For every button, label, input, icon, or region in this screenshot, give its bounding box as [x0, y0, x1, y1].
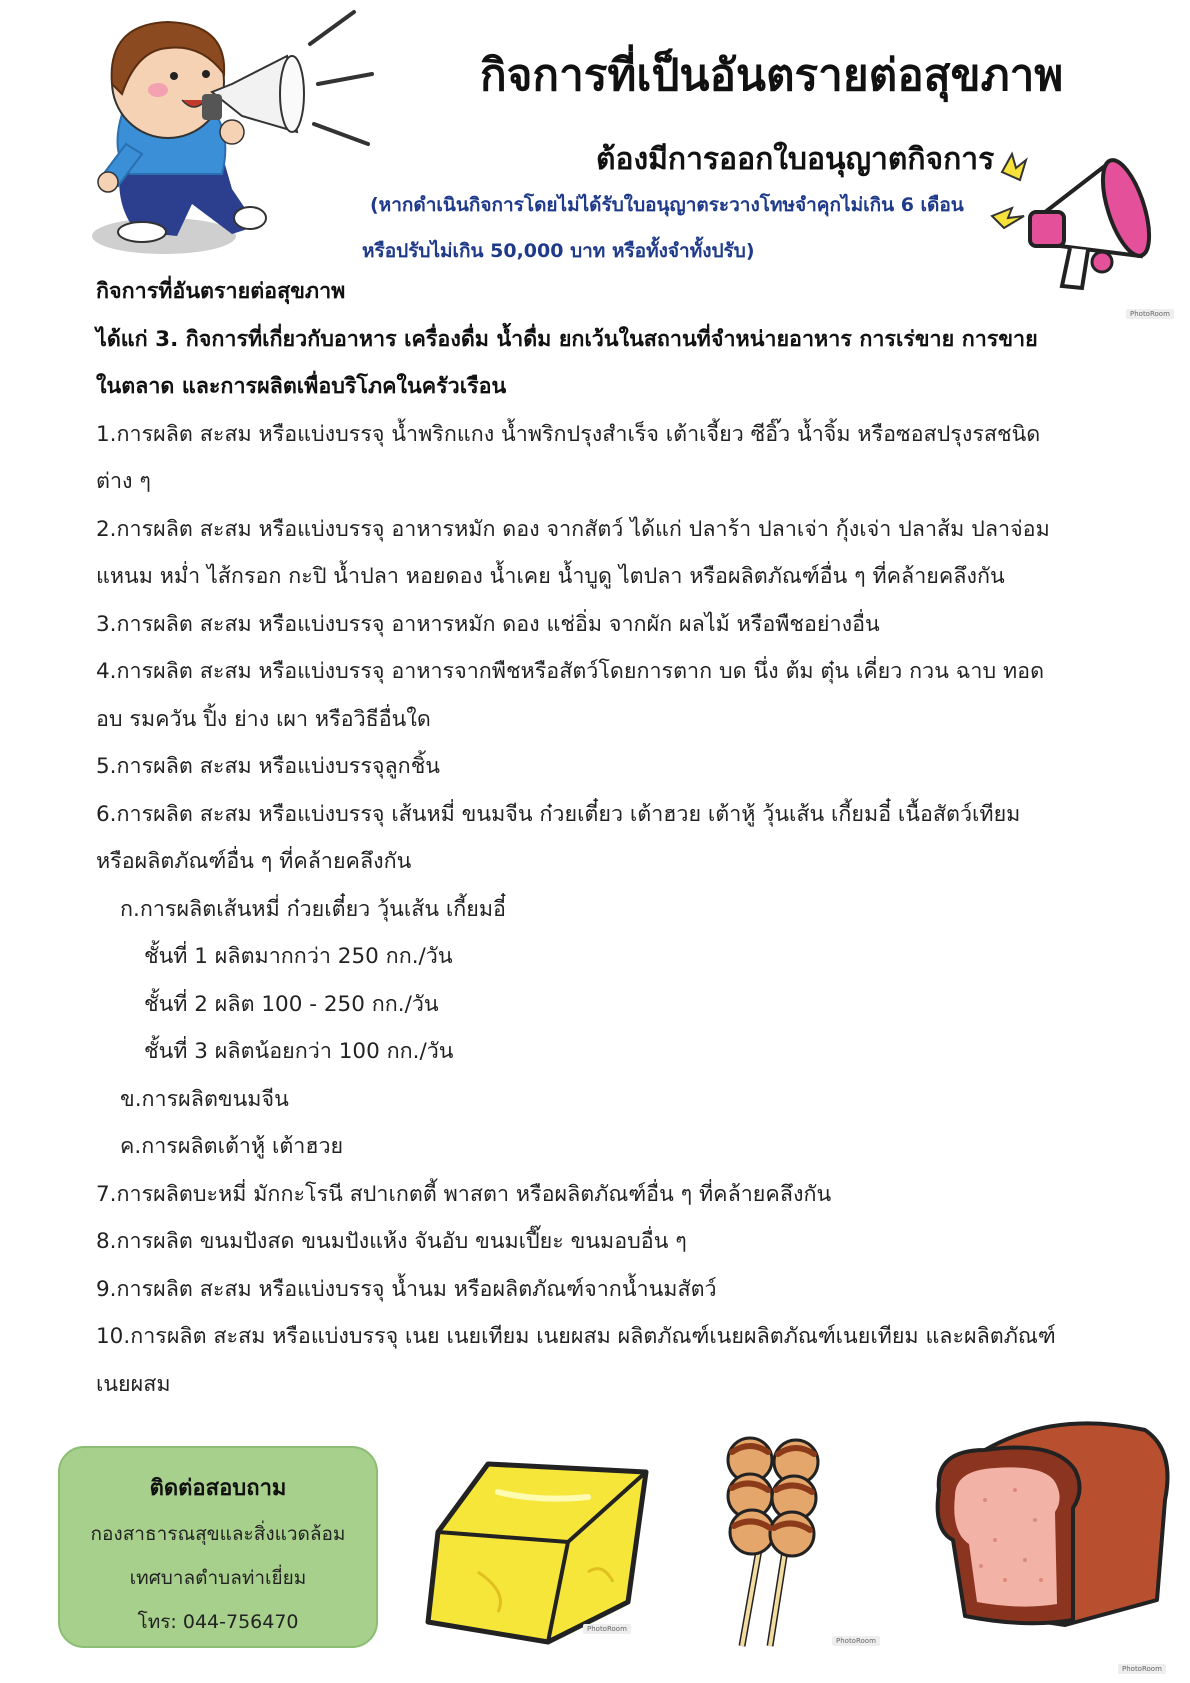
bread-illustration: [925, 1420, 1175, 1632]
penalty-note-line-1: (หากดำเนินกิจการโดยไม่ได้รับใบอนุญาตระวางโทษจำคุกไม่เกิน 6 เดือน: [370, 194, 964, 216]
list-item: หรือผลิตภัณฑ์อื่น ๆ ที่คล้ายคลึงกัน: [96, 849, 412, 874]
list-item: อบ รมควัน ปิ้ง ย่าง เผา หรือวิธีอื่นใด: [96, 706, 431, 732]
list-item: ต่าง ๆ: [96, 469, 151, 494]
list-item: 3.การผลิต สะสม หรือแบ่งบรรจุ อาหารหมัก ดอง แช่อิ่ม จากผัก ผลไม้ หรือพืชอย่างอื่น: [96, 611, 880, 637]
tier-item: ชั้นที่ 3 ผลิตน้อยกว่า 100 กก./วัน: [144, 1039, 454, 1064]
contact-heading: ติดต่อสอบถาม: [149, 1476, 287, 1501]
boy-megaphone-illustration: [82, 4, 382, 266]
contact-phone: โทร: 044-756470: [137, 1611, 299, 1633]
page-title: กิจการที่เป็นอันตรายต่อสุขภาพ: [480, 50, 1064, 101]
tier-item: ชั้นที่ 2 ผลิต 100 - 250 กก./วัน: [144, 991, 439, 1017]
list-item: 1.การผลิต สะสม หรือแบ่งบรรจุ น้ำพริกแกง น้ำพริกปรุงสำเร็จ เต้าเจี้ยว ซีอิ๊ว น้ำจิ้ม หรือซอสปรุงรสชนิด: [96, 421, 1041, 447]
sub-item: ก.การผลิตเส้นหมี่ ก๋วยเตี๋ยว วุ้นเส้น เกี้ยมอี๋: [120, 896, 506, 922]
tier-item: ชั้นที่ 1 ผลิตมากกว่า 250 กก./วัน: [144, 944, 453, 969]
list-item: 5.การผลิต สะสม หรือแบ่งบรรจุลูกชิ้น: [96, 754, 440, 779]
list-item: 4.การผลิต สะสม หรือแบ่งบรรจุ อาหารจากพืชหรือสัตว์โดยการตาก บด นึ่ง ต้ม ตุ๋น เคี่ยว กวน ฉาบ ทอด: [96, 659, 1045, 684]
list-item: 8.การผลิต ขนมปังสด ขนมปังแห้ง จันอับ ขนมเปี๊ยะ ขนมอบอื่น ๆ: [96, 1229, 687, 1254]
contact-box: [58, 1446, 378, 1648]
list-item: 2.การผลิต สะสม หรือแบ่งบรรจุ อาหารหมัก ดอง จากสัตว์ ได้แก่ ปลาร้า ปลาเจ่า กุ้งเจ่า ปลาส้ม ปลาจ่อม: [96, 516, 1050, 542]
sub-item: ข.การผลิตขนมจีน: [120, 1086, 289, 1112]
butter-illustration: [418, 1452, 654, 1652]
list-item: 6.การผลิต สะสม หรือแบ่งบรรจุ เส้นหมี่ ขนมจีน ก๋วยเตี๋ยว เต้าฮวย เต้าหู้ วุ้นเส้น เกี้ยมอี๋ เนื้อสัตว์เทียม: [96, 801, 1021, 827]
contact-department: กองสาธารณสุขและสิ่งแวดล้อม: [90, 1523, 346, 1545]
category-line: ในตลาด และการผลิตเพื่อบริโภคในครัวเรือน: [96, 374, 507, 399]
watermark: PhotoRoom: [832, 1636, 880, 1646]
contact-municipality: เทศบาลตำบลท่าเยี่ยม: [129, 1567, 307, 1589]
list-item: แหนม หม่ำ ไส้กรอก กะปิ น้ำปลา หอยดอง น้ำเคย น้ำบูดู ไตปลา หรือผลิตภัณฑ์อื่น ๆ ที่คล้ายคลึงกัน: [96, 564, 1005, 589]
meatball-skewer-illustration: [720, 1434, 824, 1650]
list-item: เนยผสม: [96, 1371, 171, 1397]
watermark: PhotoRoom: [1118, 1664, 1166, 1674]
watermark: PhotoRoom: [1126, 309, 1174, 319]
list-item: 10.การผลิต สะสม หรือแบ่งบรรจุ เนย เนยเทียม เนยผสม ผลิตภัณฑ์เนยผลิตภัณฑ์เนยเทียม และผลิตภัณฑ์: [96, 1324, 1056, 1349]
sub-item: ค.การผลิตเต้าหู้ เต้าฮวย: [120, 1134, 344, 1159]
watermark: PhotoRoom: [583, 1624, 631, 1634]
list-item: 9.การผลิต สะสม หรือแบ่งบรรจุ น้ำนม หรือผลิตภัณฑ์จากน้ำนมสัตว์: [96, 1276, 717, 1302]
list-item: 7.การผลิตบะหมี่ มักกะโรนี สปาเกตตี้ พาสตา หรือผลิตภัณฑ์อื่น ๆ ที่คล้ายคลึงกัน: [96, 1181, 832, 1207]
category-line: ได้แก่ 3. กิจการที่เกี่ยวกับอาหาร เครื่องดื่ม น้ำดื่ม ยกเว้นในสถานที่จำหน่ายอาหาร การเร่ขาย การขาย: [96, 326, 1038, 352]
page-subtitle: ต้องมีการออกใบอนุญาตกิจการ: [596, 142, 995, 177]
business-list: [96, 268, 1106, 1408]
section-heading: กิจการที่อันตรายต่อสุขภาพ: [96, 279, 346, 304]
penalty-note-line-2: หรือปรับไม่เกิน 50,000 บาท หรือทั้งจำทั้งปรับ): [362, 240, 755, 262]
